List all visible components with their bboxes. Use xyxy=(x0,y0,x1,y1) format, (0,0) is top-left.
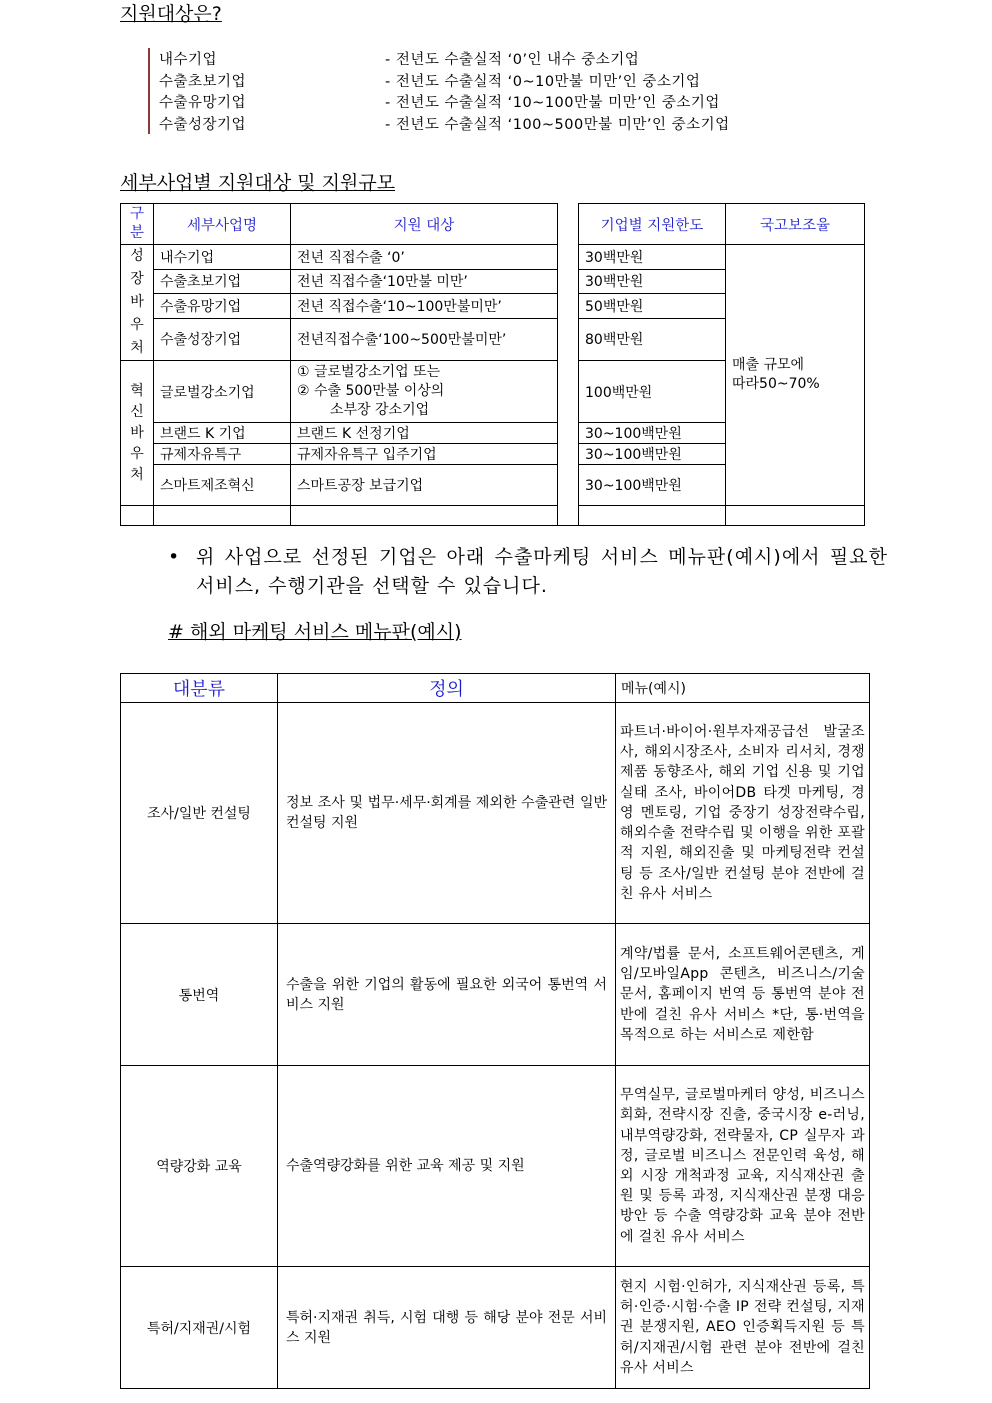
program-name: 스마트제조혁신 xyxy=(154,465,291,506)
program-limit: 30~100백만원 xyxy=(579,444,726,465)
program-target: 전년 직접수출‘10~100만불미만’ xyxy=(291,294,558,319)
table-row xyxy=(121,1267,870,1389)
selection-note xyxy=(168,543,888,601)
group-growth-voucher: 성장바우처 xyxy=(121,245,154,361)
service-menu: 계약/법률 문서, 소프트웨어콘텐츠, 게임/모바일App 콘텐츠, 비즈니스/기술문서, 홈페이지 번역 등 통번역 분야 전반에 걸친 유사 서비스 *단, 통·번역을 목적으로 하는 서비스로 제한함 xyxy=(616,924,870,1066)
header-menu: 메뉴(예시) xyxy=(616,674,870,703)
service-menu-table xyxy=(120,673,870,1389)
service-definition: 특허·지재권 취득, 시험 대행 등 해당 분야 전문 서비스 지원 xyxy=(278,1267,616,1389)
eligibility-desc: - 전년도 수출실적 ‘100~500만불 미만’인 중소기업 xyxy=(385,116,730,133)
program-target: 전년 직접수출‘10만불 미만’ xyxy=(291,269,558,294)
service-menu: 파트너·바이어·원부자재공급선 발굴조사, 해외시장조사, 소비자 리서치, 경쟁제품 동향조사, 해외 기업 신용 및 기업실태 조사, 바이어DB 타겟 마케팅, 경영 멘토링, 기업 중장기 성장전략수립, 해외수출 전략수립 및 이행을 위한 포괄적 지원, 해외진출 및 마케팅전략 컨설팅 등 조사/일반 컨설팅 분야 전반에 걸친 유사 서비스 xyxy=(616,703,870,924)
program-table-title: 세부사업별 지원대상 및 지원규모 xyxy=(120,172,396,194)
table-row xyxy=(121,924,870,1066)
program-name: 글로벌강소기업 xyxy=(154,361,291,423)
service-category: 조사/일반 컨설팅 xyxy=(121,703,278,924)
eligibility-desc: - 전년도 수출실적 ‘0’인 내수 중소기업 xyxy=(385,52,640,69)
program-limit: 30~100백만원 xyxy=(579,423,726,444)
bullet-icon: • xyxy=(168,546,181,568)
table-row xyxy=(121,1066,870,1267)
program-name: 수출초보기업 xyxy=(154,269,291,294)
program-name: 내수기업 xyxy=(154,245,291,270)
list-item xyxy=(150,91,850,113)
service-menu: 현지 시험·인허가, 지식재산권 등록, 특허·인증·시험·수출 IP 전략 컨설팅, 지재권 분쟁지원, AEO 인증획득지원 등 특허/지재권/시험 관련 분야 전반에 걸친 유사 서비스 xyxy=(616,1267,870,1389)
service-menu-title: # 해외 마케팅 서비스 메뉴판(예시) xyxy=(168,621,462,643)
empty-cell xyxy=(121,506,154,526)
service-menu: 무역실무, 글로벌마케터 양성, 비즈니스 회화, 전략시장 진출, 중국시장 e-러닝, 내부역량강화, 전략물자, CP 실무자 과정, 글로벌 비즈니스 전문인력 육성, 해외 시장 개척과정 교육, 지식재산권 출원 및 등록 과정, 지식재산권 분쟁 대응방안 등 수출 역량강화 교육 분야 전반에 걸친 유사 서비스 xyxy=(616,1066,870,1267)
service-definition: 정보 조사 및 법무·세무·회계를 제외한 수출관련 일반 컨설팅 지원 xyxy=(278,703,616,924)
service-definition: 수출을 위한 기업의 활동에 필요한 외국어 통번역 서비스 지원 xyxy=(278,924,616,1066)
service-category: 역량강화 교육 xyxy=(121,1066,278,1267)
program-target: 전년직접수출‘100~500만불미만’ xyxy=(291,318,558,360)
header-definition: 정의 xyxy=(278,674,616,703)
list-item xyxy=(150,48,850,70)
empty-cell xyxy=(154,506,291,526)
table-row xyxy=(121,703,870,924)
program-target: 스마트공장 보급기업 xyxy=(291,465,558,506)
eligibility-title: 지원대상은? xyxy=(120,3,222,25)
service-category: 특허/지재권/시험 xyxy=(121,1267,278,1389)
program-limit: 100백만원 xyxy=(579,361,726,423)
header-target: 지원 대상 xyxy=(291,204,558,245)
spacer-cell xyxy=(558,204,579,245)
program-target: 브랜드 K 선정기업 xyxy=(291,423,558,444)
header-category: 대분류 xyxy=(121,674,278,703)
eligibility-list xyxy=(148,48,850,134)
subsidy-rate: 매출 규모에 따라50~70% xyxy=(726,245,865,506)
header-subsidy: 국고보조율 xyxy=(726,204,865,245)
program-target: 전년 직접수출 ‘0’ xyxy=(291,245,558,270)
program-table xyxy=(120,203,865,526)
list-item xyxy=(150,113,850,135)
service-definition: 수출역량강화를 위한 교육 제공 및 지원 xyxy=(278,1066,616,1267)
program-name: 규제자유특구 xyxy=(154,444,291,465)
header-limit: 기업별 지원한도 xyxy=(579,204,726,245)
program-name: 수출유망기업 xyxy=(154,294,291,319)
header-program: 세부사업명 xyxy=(154,204,291,245)
empty-cell xyxy=(579,506,726,526)
eligibility-name: 수출성장기업 xyxy=(159,116,247,133)
program-name: 수출성장기업 xyxy=(154,318,291,360)
selection-note-text: 위 사업으로 선정된 기업은 아래 수출마케팅 서비스 메뉴판(예시)에서 필요한 서비스, 수행기관을 선택할 수 있습니다. xyxy=(196,546,888,597)
empty-cell xyxy=(726,506,865,526)
group-innovation-voucher: 혁신바우처 xyxy=(121,361,154,506)
header-gubun: 구분 xyxy=(121,204,154,245)
program-limit: 80백만원 xyxy=(579,318,726,360)
list-item xyxy=(150,70,850,92)
empty-cell xyxy=(291,506,558,526)
eligibility-name: 수출유망기업 xyxy=(159,95,247,112)
program-name: 브랜드 K 기업 xyxy=(154,423,291,444)
service-category: 통번역 xyxy=(121,924,278,1066)
program-target: 규제자유특구 입주기업 xyxy=(291,444,558,465)
program-limit: 30백만원 xyxy=(579,245,726,270)
program-limit: 30백만원 xyxy=(579,269,726,294)
program-limit: 50백만원 xyxy=(579,294,726,319)
program-target: ① 글로벌강소기업 또는 ② 수출 500만불 이상의 소부장 강소기업 xyxy=(291,361,558,423)
program-limit: 30~100백만원 xyxy=(579,465,726,506)
eligibility-name: 내수기업 xyxy=(159,52,218,69)
eligibility-desc: - 전년도 수출실적 ‘0~10만불 미만’인 중소기업 xyxy=(385,73,701,90)
eligibility-name: 수출초보기업 xyxy=(159,73,247,90)
eligibility-desc: - 전년도 수출실적 ‘10~100만불 미만’인 중소기업 xyxy=(385,95,720,112)
